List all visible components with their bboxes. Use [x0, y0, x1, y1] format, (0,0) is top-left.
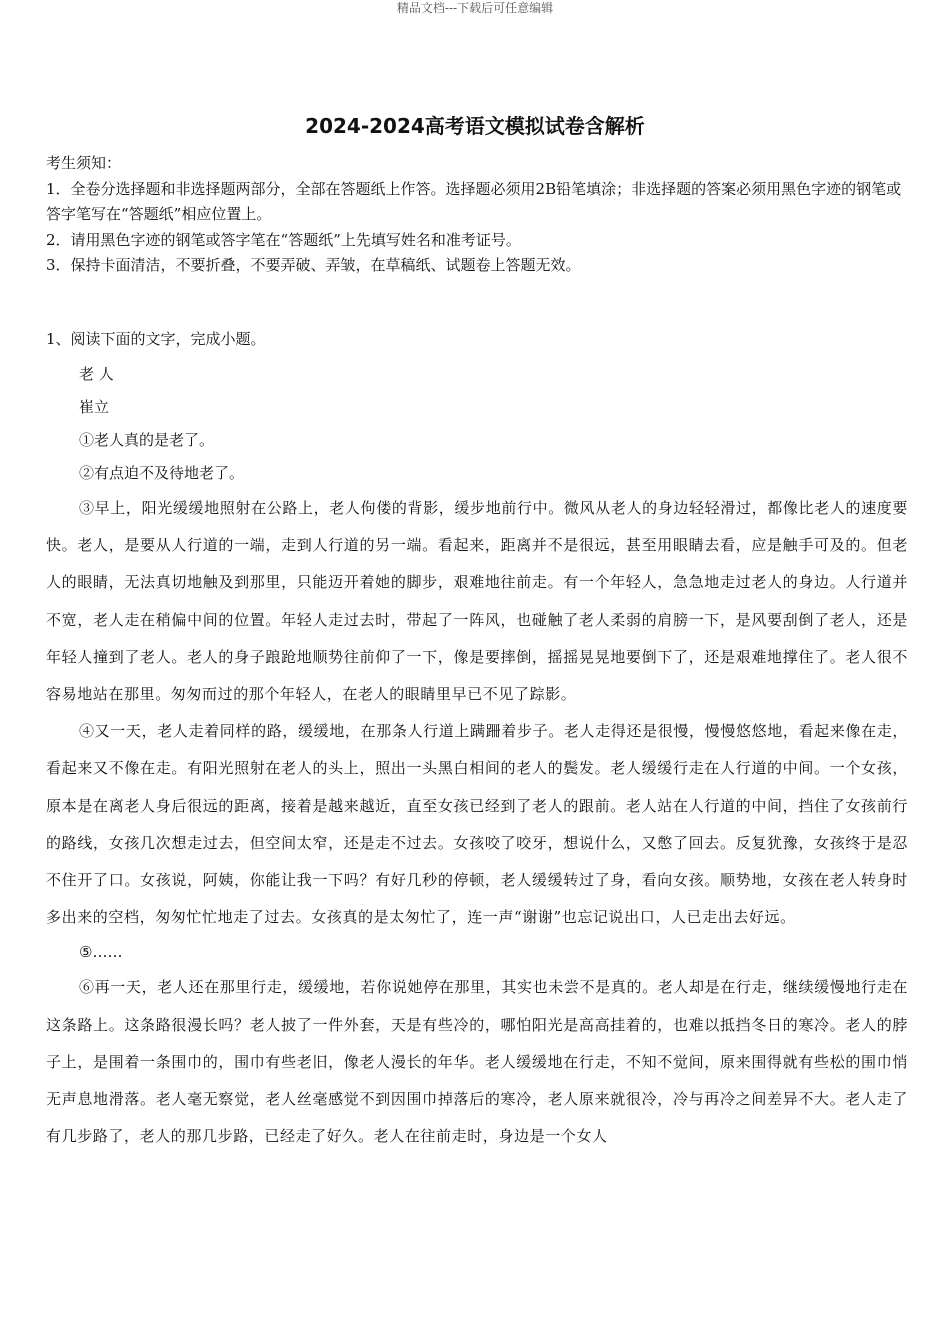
passage-paragraph: ④又一天，老人走着同样的路，缓缓地，在那条人行道上蹒跚着步子。老人走得还是很慢，慢慢悠悠地，看起来像在走，看起来又不像在走。有阳光照射在老人的头上，照出一头黑白相间的老人的鬓发。老人缓缓行走在人行道的中间。一个女孩，原本是在离老人身后很远的距离，接着是越来越近，直至女孩已经到了老人的跟前。老人站在人行道的中间，挡住了女孩前行的路线，女孩几次想走过去，但空间太窄，还是走不过去。女孩咬了咬牙，想说什么，又憋了回去。反复犹豫，女孩终于是忍不住开了口。女孩说，阿姨，你能让我一下吗？有好几秒的停顿，老人缓缓转过了身，看向女孩。顺势地，女孩在老人转身时多出来的空档，匆匆忙忙地走了过去。女孩真的是太匆忙了，连一声“谢谢”也忘记说出口，人已走出去好远。	[46, 722, 908, 927]
passage-paragraph: ⑤……	[79, 943, 123, 962]
notice-heading: 考生须知：	[46, 154, 122, 172]
page-header-note: 精品文档---下载后可任意编辑	[396, 1, 554, 15]
story-author: 崔立	[79, 398, 110, 416]
notice-item: 3．保持卡面清洁，不要折叠，不要弄破、弄皱，在草稿纸、试题卷上答题无效。	[46, 256, 581, 274]
passage-paragraph: ⑥再一天，老人还在那里行走，缓缓地，若你说她停在那里，其实也未尝不是真的。老人却是在行走，继续缓慢地行走在这条路上。这条路很漫长吗？老人披了一件外套，天是有些冷的，哪怕阳光是高高挂着的，也难以抵挡冬日的寒冷。老人的脖子上，是围着一条围巾的，围巾有些老旧，像老人漫长的年华。老人缓缓地在行走，不知不觉间，原来围得就有些松的围巾悄无声息地滑落。老人毫无察觉，老人丝毫感觉不到因围巾掉落后的寒冷，老人原来就很冷，冷与再冷之间差异不大。老人走了有几步路了，老人的那几步路，已经走了好久。老人在往前走时，身边是一个女人	[46, 978, 908, 1146]
story-title: 老 人	[79, 365, 114, 383]
passage-paragraph: ②有点迫不及待地老了。	[79, 464, 245, 482]
notice-item: 1．全卷分选择题和非选择题两部分，全部在答题纸上作答。选择题必须用2B铅笔填涂；非选择题的答案必须用黑色字迹的钢笔或答字笔写在“答题纸”相应位置上。	[46, 179, 902, 223]
question-heading: 1、阅读下面的文字，完成小题。	[46, 330, 266, 348]
notice-item: 2．请用黑色字迹的钢笔或答字笔在“答题纸”上先填写姓名和准考证号。	[46, 230, 521, 249]
question-1	[46, 326, 908, 1155]
passage-paragraph: ③早上，阳光缓缓地照射在公路上，老人佝偻的背影，缓步地前行中。微风从老人的身边轻轻滑过，都像比老人的速度要快。老人，是要从人行道的一端，走到人行道的另一端。看起来，距离并不是很远，甚至用眼睛去看，应是触手可及的。但老人的眼睛，无法真切地触及到那里，只能迈开着她的脚步，艰难地往前走。有一个年轻人，急急地走过老人的身边。人行道并不宽，老人走在稍偏中间的位置。年轻人走过去时，带起了一阵风，也碰触了老人柔弱的肩膀一下，是风要刮倒了老人，还是年轻人撞到了老人。老人的身子踉跄地顺势往前仰了一下，像是要摔倒，摇摇晃晃地要倒下了，还是艰难地撑住了。老人很不容易地站在那里。匆匆而过的那个年轻人，在老人的眼睛里早已不见了踪影。	[46, 499, 908, 704]
exam-notice	[46, 151, 908, 279]
reading-passage	[46, 358, 908, 1155]
page-title: 2024-2024高考语文模拟试卷含解析	[305, 114, 645, 138]
passage-paragraph: ①老人真的是老了。	[79, 431, 215, 449]
